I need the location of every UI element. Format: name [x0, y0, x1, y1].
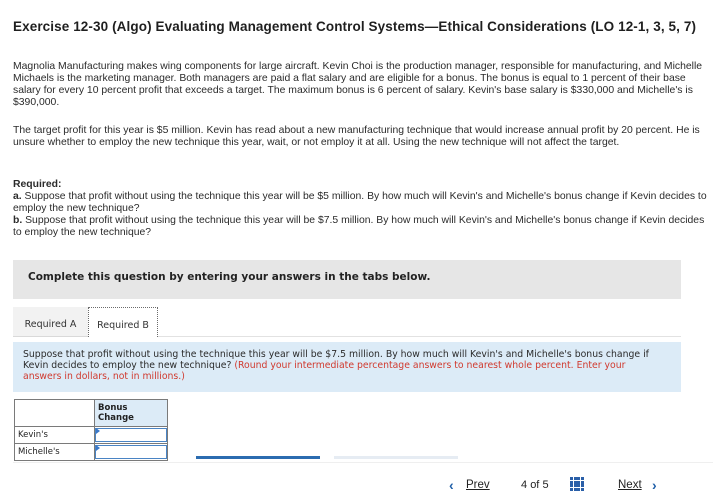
- required-section: [13, 179, 715, 239]
- page-indicator: [521, 479, 549, 491]
- required-b: [13, 215, 715, 239]
- kevin-bonus-input[interactable]: [95, 428, 167, 442]
- page-current: 4: [521, 479, 528, 491]
- banner-text: Complete this question by entering your answers in the tabs below.: [28, 271, 431, 283]
- michelle-bonus-cell: [95, 444, 168, 461]
- required-a: [13, 191, 715, 215]
- chevron-right-icon[interactable]: ›: [652, 477, 657, 493]
- kevin-bonus-cell: [95, 427, 168, 444]
- question-instruction: (Round your intermediate percentage answers to nearest whole percent. Enter your answers in dollars, not in millions.): [23, 360, 626, 382]
- question-box: [13, 342, 681, 392]
- table-row: [15, 444, 168, 461]
- prev-button[interactable]: Prev: [466, 479, 490, 491]
- required-b-label: b.: [13, 215, 23, 226]
- question-text: Suppose that profit without using the technique this year will be $7.5 million. By how much will Kevin's and Michelle's bonus change if Kevin decides to employ the new technique?: [23, 349, 649, 371]
- required-a-progress-bar[interactable]: [196, 456, 320, 459]
- tab-required-b-label: Required B: [97, 320, 149, 331]
- tab-required-a-label: Required A: [24, 319, 77, 330]
- input-flag-icon: [96, 428, 100, 434]
- answer-table-corner: [15, 400, 95, 427]
- michelle-bonus-input[interactable]: [95, 445, 167, 459]
- table-row: [15, 427, 168, 444]
- chevron-left-icon[interactable]: ‹: [449, 477, 454, 493]
- required-a-label: a.: [13, 191, 22, 202]
- page-of: of: [530, 479, 540, 491]
- bonus-change-header: Bonus Change: [95, 400, 168, 427]
- tab-required-a[interactable]: [13, 307, 88, 337]
- required-b-text: Suppose that profit without using the technique this year will be $7.5 million. By how much will Kevin's and Michelle's bonus change if Kevin decides to employ the new technique?: [13, 215, 705, 238]
- page-title: Exercise 12-30 (Algo) Evaluating Management Control Systems—Ethical Considerations (LO 12-1, 3, 5, 7): [13, 19, 697, 34]
- tab-required-b[interactable]: [88, 307, 158, 337]
- input-flag-icon: [96, 445, 100, 451]
- row-label-michelle: Michelle's: [15, 444, 95, 461]
- problem-paragraph-1: Magnolia Manufacturing makes wing components for large aircraft. Kevin Choi is the production manager, responsible for manufacturing, and Michelle Michaels is the marketing manager. Both managers are paid a flat salary and are eligible for a bonus. The bonus is equal to 1 percent of their base salary for every 10 percent profit that exceeds a target. The maximum bonus is 6 percent of salary. Kevin's base salary is $330,000 and Michelle's is $390,000.: [13, 61, 703, 108]
- instructions-banner: [13, 260, 681, 299]
- grid-icon[interactable]: [570, 477, 584, 491]
- row-label-kevin: Kevin's: [15, 427, 95, 444]
- next-button[interactable]: Next: [618, 479, 642, 491]
- nav-divider: [13, 462, 713, 463]
- required-a-text: Suppose that profit without using the technique this year will be $5 million. By how much will Kevin's and Michelle's bonus change if Kevin decides to employ the new technique?: [13, 191, 707, 214]
- required-label: Required:: [13, 179, 62, 190]
- page-total: 5: [542, 479, 549, 491]
- question-paragraph: [23, 349, 663, 382]
- problem-paragraph-2: The target profit for this year is $5 million. Kevin has read about a new manufacturing technique that would increase annual profit by 20 percent. He is unsure whether to employ the new technique this year, wait, or not employ it at all. Using the new technique will not affect the target.: [13, 125, 700, 148]
- required-b-progress-bar[interactable]: [334, 456, 458, 459]
- answer-table-header-row: [15, 400, 168, 427]
- tab-divider: [158, 336, 681, 337]
- answer-table: [14, 399, 168, 461]
